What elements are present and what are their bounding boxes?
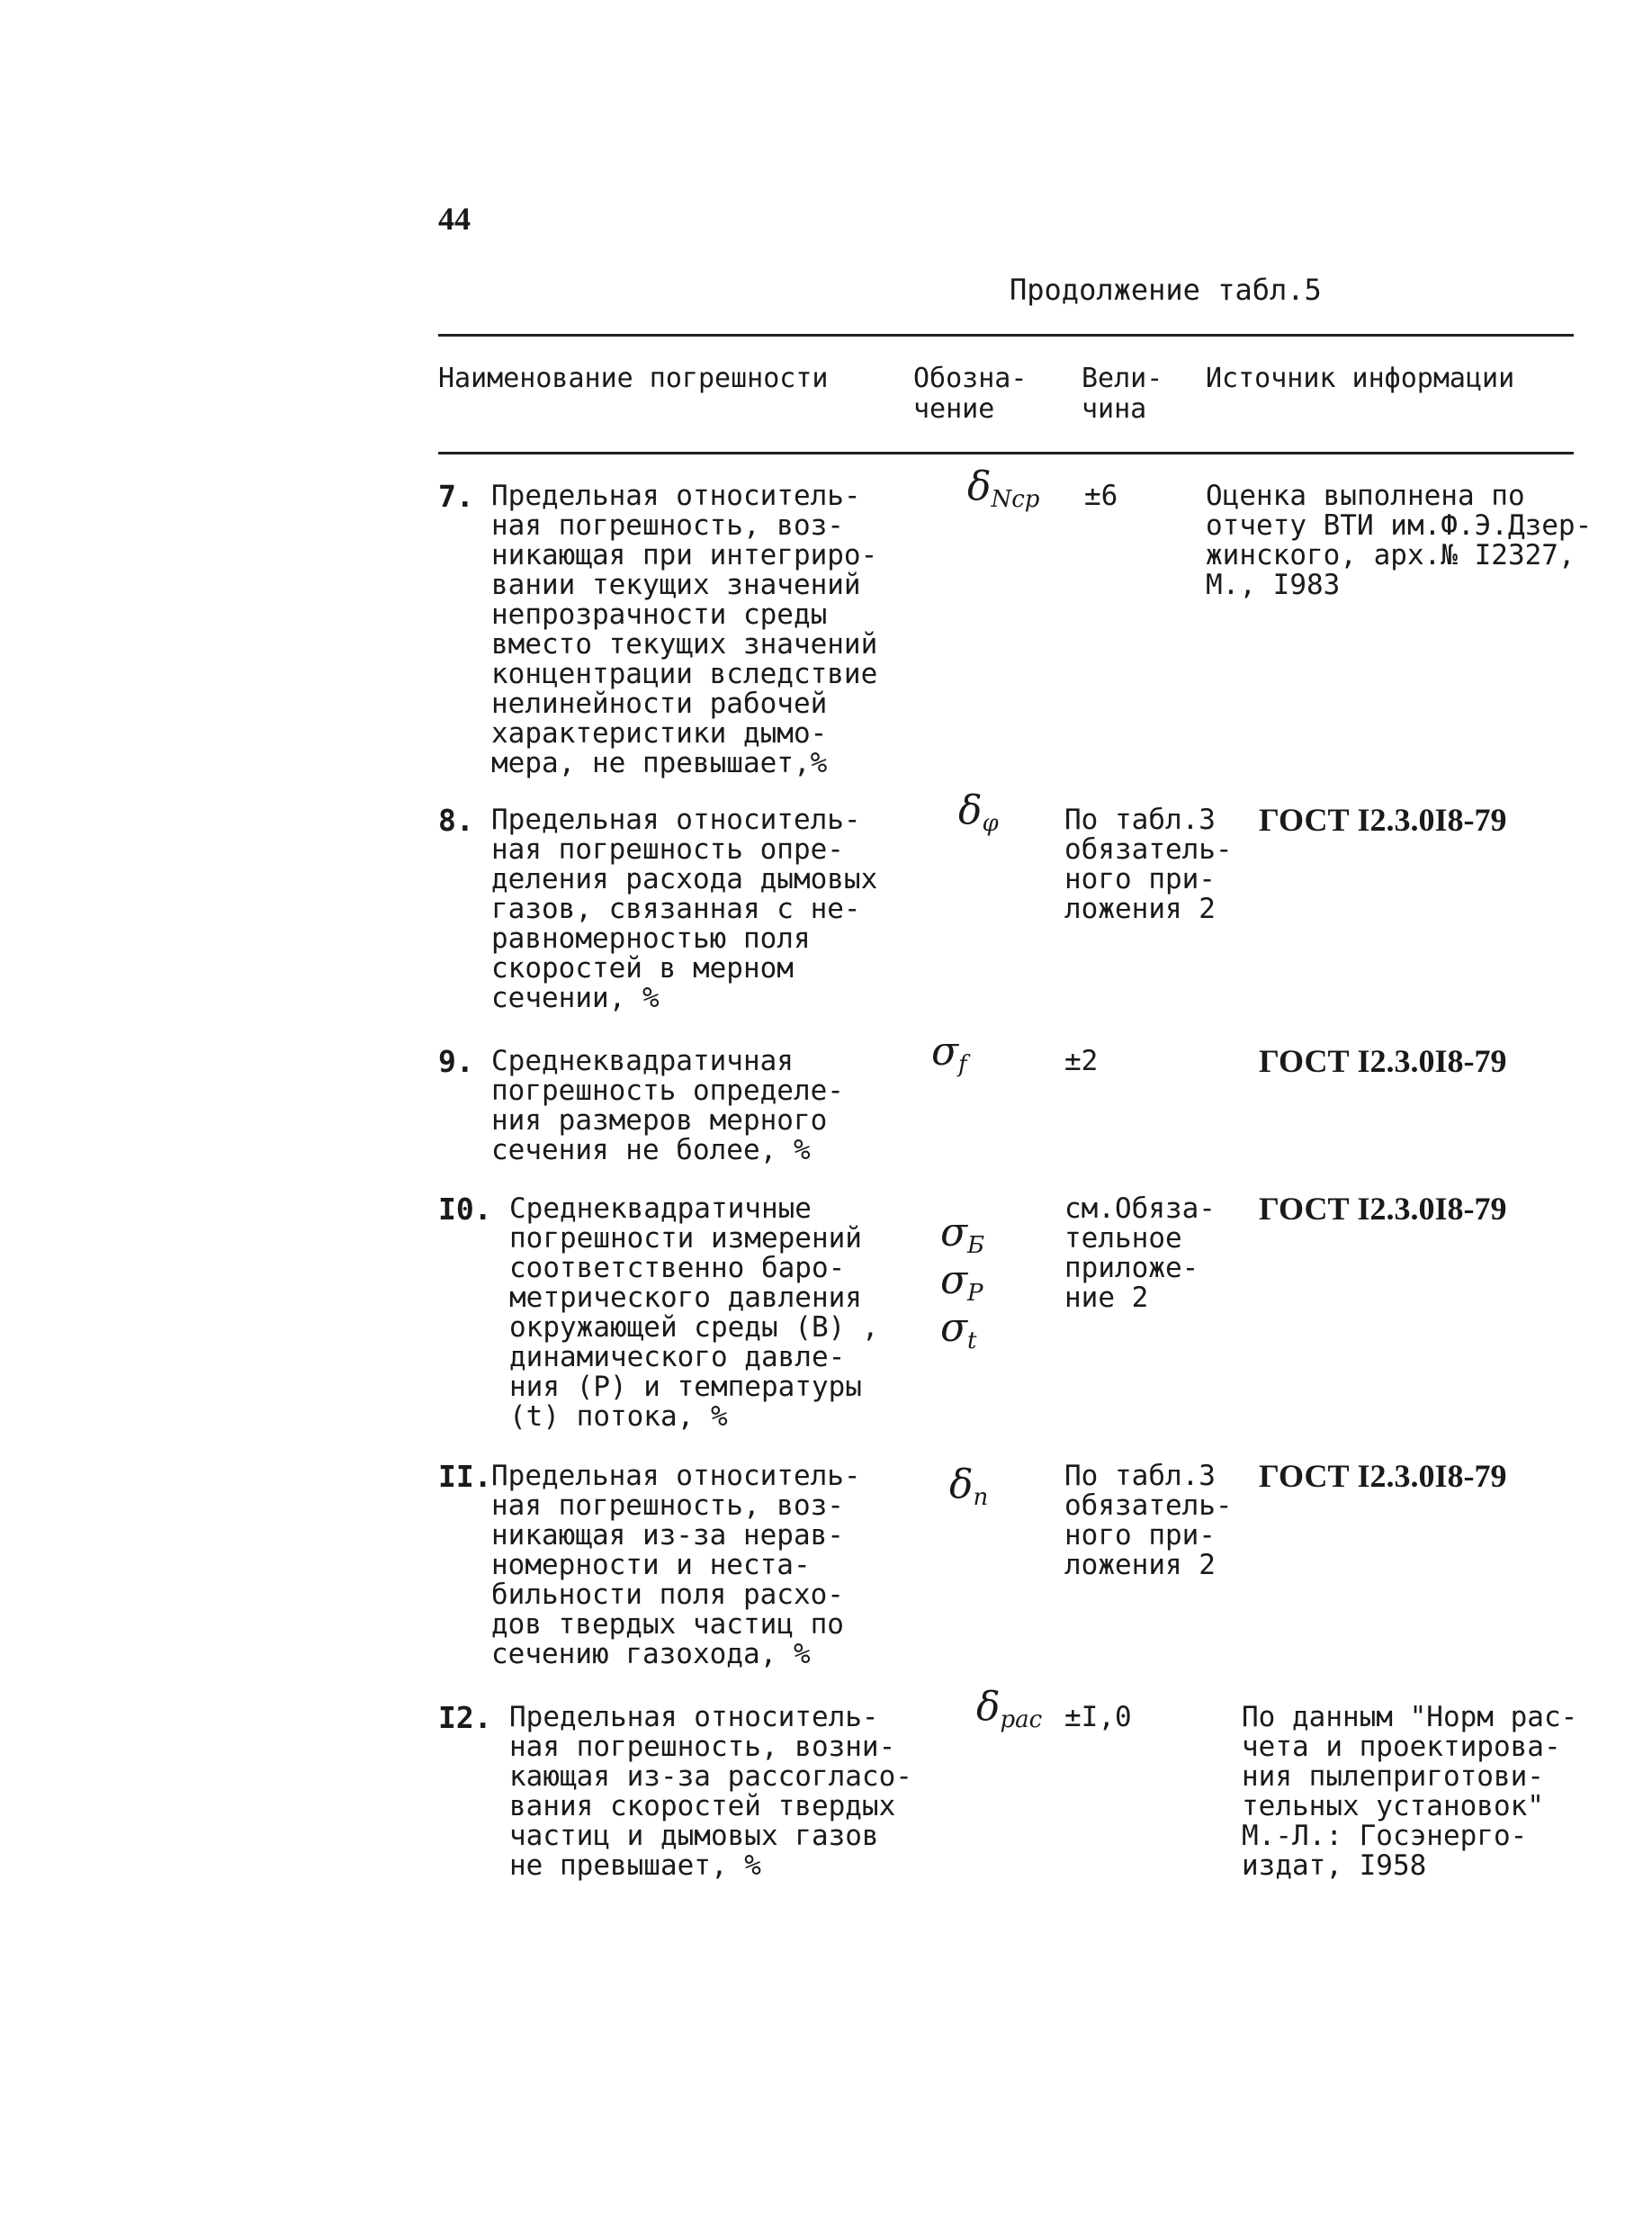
row-symbol: [976, 1685, 1042, 1742]
symbol-subscript: Ncp: [991, 486, 1040, 513]
symbol-subscript: t: [967, 1327, 977, 1354]
header-value-column: Вели- чина: [1082, 363, 1163, 425]
symbol-letter: δ: [949, 1462, 974, 1507]
row-number: 9.: [438, 1044, 474, 1079]
row-number: 7.: [438, 479, 474, 514]
symbol-letter: δ: [976, 1684, 1001, 1730]
header-bottom-rule: [438, 452, 1574, 454]
row-source: ГОСТ I2.3.0I8-79: [1259, 1043, 1507, 1079]
row-error-name: Предельная относитель- ная погрешность, воз- никающая при интегриро- вании текущих значений непрозрачности среды вместо текущих значений концентрации вследствие нелинейности рабочей характеристики дымо- мера, не превышает,%: [491, 480, 878, 779]
row-source: ГОСТ I2.3.0I8-79: [1259, 1191, 1507, 1227]
symbol-subscript: Б: [967, 1232, 985, 1259]
row-source: По данным "Норм рас- чета и проектирова- ния пылеприготови- тельных установок" М.-Л.: Госэнерго- издат, I958: [1242, 1701, 1578, 1882]
row-error-name: Среднеквадратичная погрешность определе- ния размеров мерного сечения не более, %: [491, 1045, 844, 1166]
row-error-name: Предельная относитель- ная погрешность опре- деления расхода дымовых газов, связанная с не- равномерностью поля скоростей в мерном сечении, %: [491, 804, 878, 1014]
table-continuation-caption: Продолжение табл.5: [1010, 273, 1322, 307]
symbol-letter: σ: [940, 1257, 968, 1303]
row-symbol: [958, 788, 999, 846]
header-symbol-column: Обозна- чение: [913, 363, 1028, 425]
row-value: ±6: [1084, 480, 1118, 512]
row-value: По табл.3 обязатель- ного при- ложения 2: [1064, 1460, 1233, 1581]
row-number: II.: [438, 1459, 492, 1494]
row-error-name: Предельная относитель- ная погрешность, воз- никающая из-за нерав- номерности и неста- бильности поля расхо- дов твердых частиц по сечению газохода, %: [491, 1460, 861, 1670]
row-value: ±2: [1064, 1045, 1099, 1077]
symbol-subscript: f: [958, 1051, 967, 1078]
symbol-subscript: рас: [1000, 1706, 1043, 1733]
symbol-letter: σ: [940, 1305, 968, 1351]
symbol-letter: δ: [958, 787, 983, 833]
row-source: ГОСТ I2.3.0I8-79: [1259, 1458, 1507, 1494]
row-number: I2.: [438, 1700, 492, 1735]
row-value: По табл.3 обязатель- ного при- ложения 2: [1064, 804, 1233, 925]
row-value: см.Обяза- тельное приложе- ние 2: [1064, 1192, 1216, 1314]
row-number: I0.: [438, 1192, 492, 1227]
row-symbol: [967, 464, 1039, 522]
symbol-subscript: φ: [982, 810, 999, 837]
row-symbol-t: [940, 1306, 977, 1363]
row-source: ГОСТ I2.3.0I8-79: [1259, 802, 1507, 838]
row-number: 8.: [438, 803, 474, 838]
symbol-letter: σ: [940, 1210, 968, 1255]
row-value: ±I,0: [1064, 1701, 1132, 1733]
symbol-subscript: п: [973, 1484, 989, 1511]
symbol-letter: δ: [967, 463, 992, 509]
row-error-name: Среднеквадратичные погрешности измерений соответственно баро- метрического давления окружающей среды (В) , динамического давле- ния (Р) и температуры (t) потока, %: [509, 1192, 879, 1433]
page-number: 44: [438, 201, 471, 237]
row-source: Оценка выполнена по отчету ВТИ им.Ф.Э.Дзер- жинского, арх.№ I2327, М., I983: [1206, 480, 1593, 601]
symbol-letter: σ: [931, 1029, 959, 1075]
row-error-name: Предельная относитель- ная погрешность, возни- кающая из-за рассогласо- вания скоростей твердых частиц и дымовых газов не превышает, %: [509, 1701, 912, 1882]
table-top-rule: [438, 334, 1574, 337]
symbol-subscript: P: [967, 1280, 983, 1307]
row-symbol: [931, 1030, 967, 1087]
row-symbol: [949, 1462, 988, 1520]
header-name-column: Наименование погрешности: [438, 363, 829, 394]
header-source-column: Источник информации: [1206, 363, 1515, 394]
